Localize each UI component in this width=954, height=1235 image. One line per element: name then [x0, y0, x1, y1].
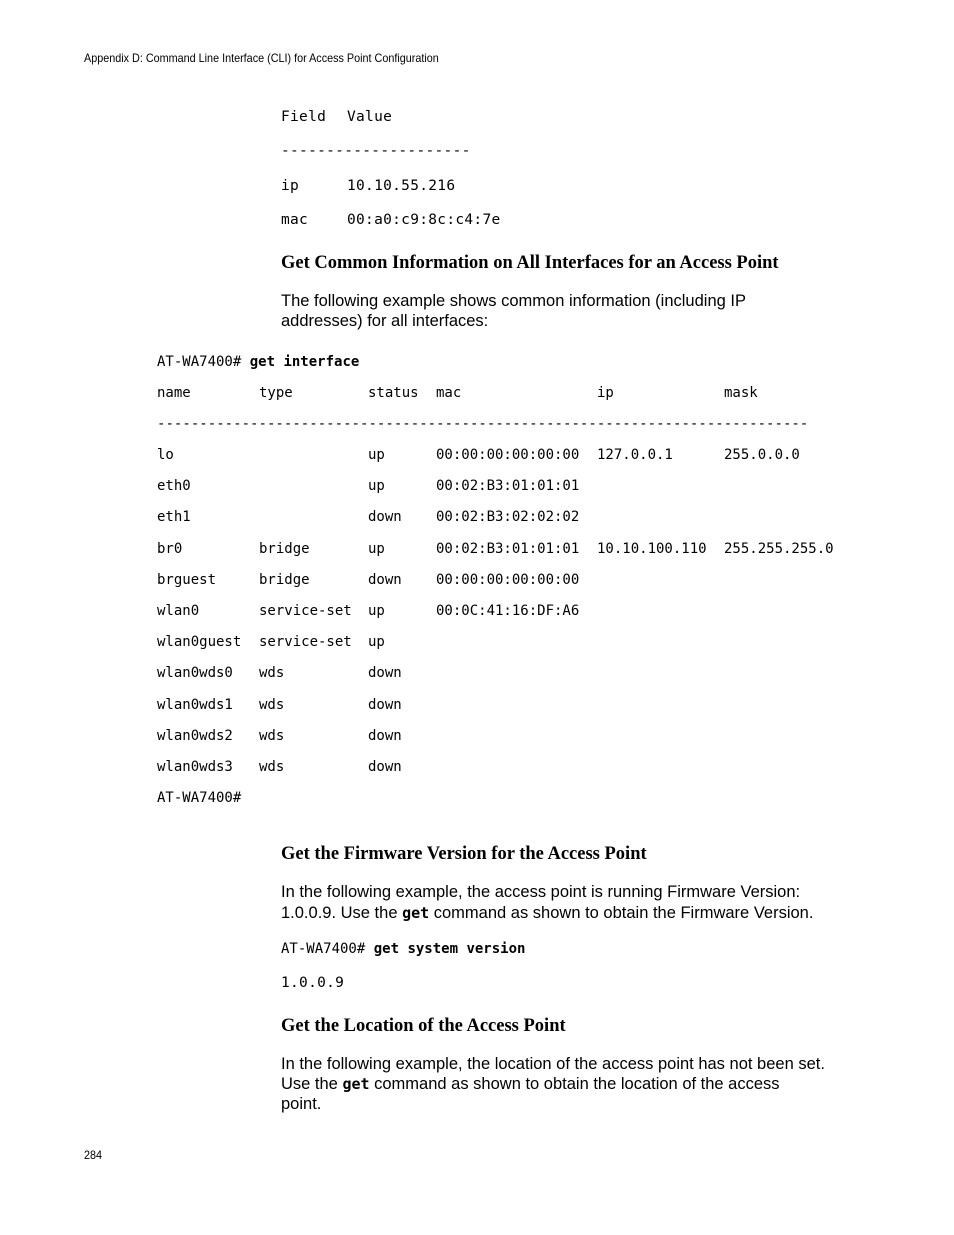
location-text-before: Use the	[281, 1075, 343, 1093]
interface-cell-status: up	[368, 634, 385, 650]
col-header-name: name	[157, 385, 191, 401]
interface-cell-status: up	[368, 478, 385, 494]
firmware-cli-prompt	[281, 941, 525, 957]
end-prompt: AT-WA7400#	[157, 790, 242, 806]
inline-code-get: get	[402, 904, 430, 922]
value-ip: 10.10.55.216	[347, 178, 456, 194]
interface-cell-type: bridge	[259, 541, 310, 557]
section-heading-firmware: Get the Firmware Version for the Access Point	[281, 844, 647, 864]
interface-cell-name: wlan0guest	[157, 634, 242, 650]
field-table-divider: ---------------------	[281, 143, 471, 159]
interface-cell-type: service-set	[259, 603, 352, 619]
interface-cell-mac: 00:02:B3:02:02:02	[436, 509, 580, 525]
interface-cell-name: lo	[157, 447, 174, 463]
command-text: get interface	[249, 354, 360, 370]
interface-cell-name: wlan0	[157, 603, 200, 619]
interface-cell-type: wds	[259, 697, 285, 713]
interface-cell-status: down	[368, 509, 402, 525]
col-header-ip: ip	[597, 385, 614, 401]
interface-cell-type: bridge	[259, 572, 310, 588]
firmware-output: 1.0.0.9	[281, 975, 345, 991]
prompt-text: AT-WA7400#	[157, 354, 242, 370]
inline-code-get: get	[342, 1075, 370, 1093]
interface-cell-name: eth0	[157, 478, 191, 494]
firmware-text-before: 1.0.0.9. Use the	[281, 904, 403, 922]
firmware-para-line2	[281, 903, 813, 924]
col-header-mask: mask	[724, 385, 758, 401]
location-para-line3: point.	[281, 1095, 322, 1113]
location-para-line2	[281, 1074, 780, 1095]
interface-cell-mask: 255.0.0.0	[724, 447, 800, 463]
field-column-header: Field	[281, 109, 327, 125]
interfaces-para-line1: The following example shows common information (including IP	[281, 292, 746, 310]
interface-cell-name: wlan0wds0	[157, 665, 233, 681]
interface-cell-name: wlan0wds2	[157, 728, 233, 744]
command-text: get system version	[373, 941, 526, 957]
value-mac: 00:a0:c9:8c:c4:7e	[347, 212, 501, 228]
value-column-header: Value	[347, 109, 393, 125]
interface-cell-name: br0	[157, 541, 183, 557]
interface-cell-status: down	[368, 697, 402, 713]
section-heading-interfaces: Get Common Information on All Interfaces for an Access Point	[281, 253, 779, 273]
interface-cell-name: brguest	[157, 572, 217, 588]
section-heading-location: Get the Location of the Access Point	[281, 1016, 566, 1036]
firmware-para-line1: In the following example, the access point is running Firmware Version:	[281, 883, 801, 901]
interface-cell-status: down	[368, 665, 402, 681]
interface-cell-ip: 10.10.100.110	[597, 541, 707, 557]
interface-cell-name: wlan0wds1	[157, 697, 233, 713]
interface-cell-status: up	[368, 603, 385, 619]
firmware-text-after: command as shown to obtain the Firmware Version.	[429, 904, 814, 922]
interface-cell-mac: 00:0C:41:16:DF:A6	[436, 603, 580, 619]
interface-cell-type: wds	[259, 759, 285, 775]
interfaces-para-line2: addresses) for all interfaces:	[281, 312, 489, 330]
interface-cell-status: down	[368, 572, 402, 588]
interface-cell-mask: 255.255.255.0	[724, 541, 834, 557]
interface-cell-name: wlan0wds3	[157, 759, 233, 775]
running-header: Appendix D: Command Line Interface (CLI) for Access Point Configuration	[84, 51, 439, 65]
col-header-status: status	[368, 385, 419, 401]
interface-cell-mac: 00:02:B3:01:01:01	[436, 478, 580, 494]
col-header-type: type	[259, 385, 293, 401]
page-number: 284	[84, 1148, 103, 1162]
interface-cell-status: up	[368, 447, 385, 463]
col-header-mac: mac	[436, 385, 462, 401]
interface-cell-name: eth1	[157, 509, 191, 525]
interface-cell-type: wds	[259, 728, 285, 744]
interface-cell-mac: 00:00:00:00:00:00	[436, 447, 580, 463]
interface-cell-status: down	[368, 759, 402, 775]
interface-cell-type: wds	[259, 665, 285, 681]
interface-cell-status: down	[368, 728, 402, 744]
location-text-after: command as shown to obtain the location of the access	[369, 1075, 780, 1093]
interface-cell-status: up	[368, 541, 385, 557]
prompt-text: AT-WA7400#	[281, 941, 366, 957]
cli-prompt	[157, 354, 359, 370]
field-ip: ip	[281, 178, 300, 194]
location-para-line1: In the following example, the location of the access point has not been set.	[281, 1055, 825, 1073]
interface-cell-ip: 127.0.0.1	[597, 447, 673, 463]
interface-table-divider: -----------------------------------------------------------------------------	[157, 416, 809, 432]
interface-cell-type: service-set	[259, 634, 352, 650]
interface-cell-mac: 00:02:B3:01:01:01	[436, 541, 580, 557]
interface-cell-mac: 00:00:00:00:00:00	[436, 572, 580, 588]
field-mac: mac	[281, 212, 309, 228]
